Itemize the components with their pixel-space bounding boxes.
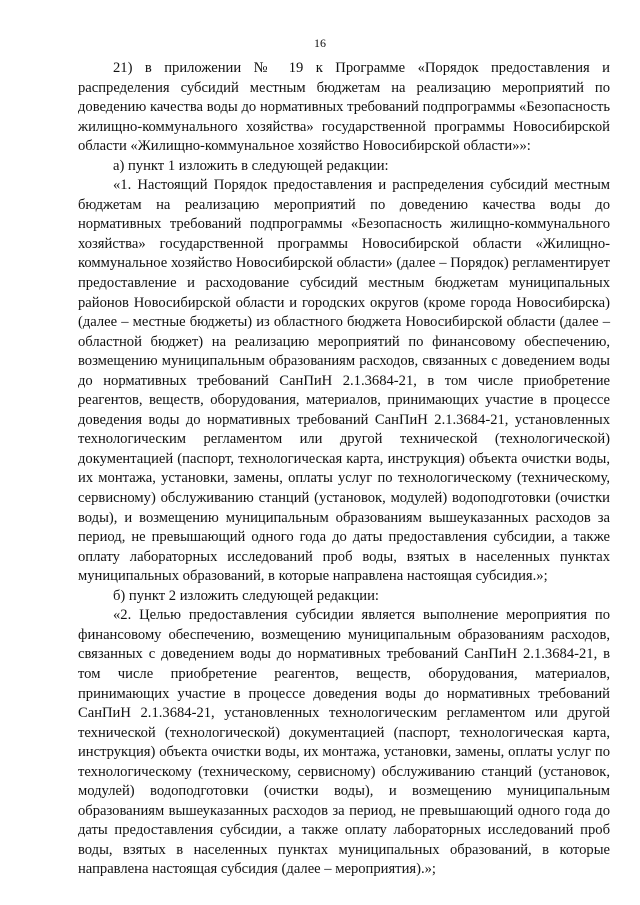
document-body	[78, 59, 610, 880]
paragraph-subitem-a-heading: а) пункт 1 изложить в следующей редакции:	[113, 157, 389, 174]
paragraph-item-21: 21) в приложении № 19 к Программе «Порядок предоставления и распределения субсидий местным бюджетам на реализацию мероприятий по доведению качества воды до нормативных требований подпрограммы «Безопасность жилищно-коммунального хозяйства» государственной программы Новосибирской области «Жилищно-коммунальное хозяйство Новосибирской области»»:	[78, 60, 610, 155]
paragraph-subitem-b-heading: б) пункт 2 изложить следующей редакции:	[113, 587, 379, 604]
page-number: 16	[314, 36, 326, 50]
paragraph-clause-1: «1. Настоящий Порядок предоставления и распределения субсидий местным бюджетам на реализацию мероприятий по доведению качества воды до нормативных требований подпрограммы «Безопасность жилищно-коммунального хозяйства» государственной программы Новосибирской области «Жилищно-коммунальное хозяйство Новосибирской области» (далее – Порядок) регламентирует предоставление и расходование субсидий местным бюджетам муниципальных районов Новосибирской области и городских округов (кроме города Новосибирска) (далее – местные бюджеты) из областного бюджета Новосибирской области (далее – областной бюджет) на реализацию мероприятий по финансовому обеспечению, возмещению муниципальным образованиям расходов, связанных с доведением воды до нормативных требований СанПиН 2.1.3684-21, в том числе приобретение реагентов, веществ, оборудования, материалов, принимающих участие в процессе доведения воды до нормативных требований СанПиН 2.1.3684-21, установленных технологическим регламентом или другой технической (технологической) документацией (паспорт, технологическая карта, инструкция) объекта очистки воды, их монтажа, установки, замены, оплаты услуг по технологическому (техническому, сервисному) обслуживанию станций (установок, модулей) водоподготовки (очистки воды), и возмещению муниципальным образованиям вышеуказанных расходов за период, не превышающий одного года до даты предоставления субсидии, а также оплату лабораторных исследований проб воды, взятых в населенных пунктах муниципальных образований, в которые направлена настоящая субсидия.»;	[78, 177, 610, 585]
paragraph-clause-2: «2. Целью предоставления субсидии является выполнение мероприятия по финансовому обеспечению, возмещению муниципальным образованиям расходов, связанных с доведением воды до нормативных требований СанПиН 2.1.3684-21, в том числе приобретение реагентов, веществ, оборудования, материалов, принимающих участие в процессе доведения воды до нормативных требований СанПиН 2.1.3684-21, установленных технологическим регламентом или другой технической (технологической) документацией (паспорт, технологическая карта, инструкция) объекта очистки воды, их монтажа, установки, замены, оплаты услуг по технологическому (техническому, сервисному) обслуживанию станций (установок, модулей) водоподготовки (очистки воды), и возмещению муниципальным образованиям вышеуказанных расходов за период, не превышающий одного года до даты предоставления субсидии, а также оплату лабораторных исследований проб воды, взятых в населенных пунктах муниципальных образований, в которые направлена настоящая субсидия (далее – мероприятия).»;	[78, 607, 610, 878]
